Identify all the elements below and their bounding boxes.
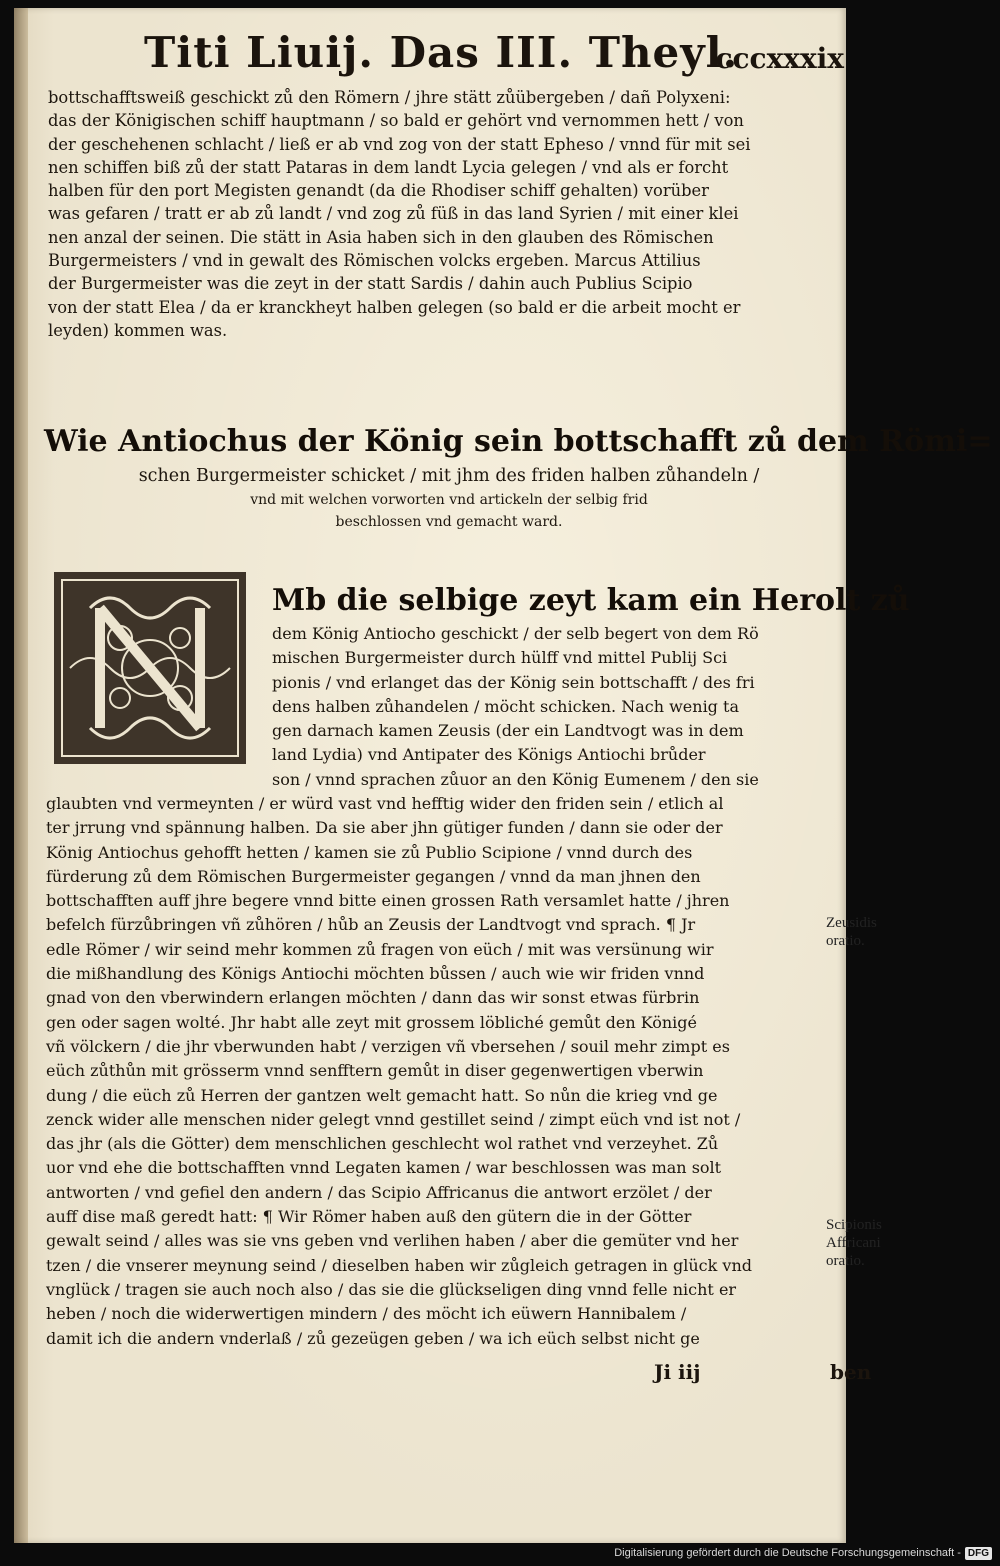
text-line: was gefaren / tratt er ab zů landt / vnd zog zů füß in das land Syrien / mit einer klei bbox=[48, 204, 739, 224]
margin-note-line: Zeusidis bbox=[826, 915, 877, 931]
text-line: zenck wider alle menschen nider gelegt vnnd gestillet seind / zimpt eüch vnd ist not / bbox=[46, 1109, 741, 1129]
heading-line-2: schen Burgermeister schicket / mit jhm des friden halben zůhandeln / bbox=[138, 466, 760, 486]
text-line: heben / noch die widerwertigen mindern / des möcht ich eüwern Hannibalem / bbox=[46, 1304, 687, 1324]
text-line: land Lydia) vnd Antipater des Königs Antiochi brůder bbox=[272, 745, 706, 765]
margin-note-line: Scipionis bbox=[826, 1217, 882, 1233]
running-header bbox=[144, 28, 844, 86]
text-line: gen darnach kamen Zeusis (der ein Landtvogt was in dem bbox=[272, 721, 744, 741]
text-line: leyden) kommen was. bbox=[48, 320, 228, 340]
text-line: damit ich die andern vnderlaß / zů gezeügen geben / wa ich eüch selbst nicht ge bbox=[46, 1328, 700, 1348]
margin-note-line: oratio. bbox=[826, 1253, 865, 1269]
heading-line-4: beschlossen vnd gemacht ward. bbox=[335, 514, 563, 530]
text-line: bottschafftsweiß geschickt zů den Römern / jhre stätt zůübergeben / dañ Polyxeni: bbox=[48, 88, 731, 107]
text-line: der Burgermeister was die zeyt in der statt Sardis / dahin auch Publius Scipio bbox=[48, 274, 693, 294]
text-line: dung / die eüch zů Herren der gantzen welt gemacht hatt. So nůn die krieg vnd ge bbox=[46, 1085, 718, 1105]
text-line: Burgermeisters / vnd in gewalt des Römischen volcks ergeben. Marcus Attilius bbox=[48, 251, 701, 271]
dfg-logo-icon: DFG bbox=[965, 1547, 992, 1560]
text-line: dem König Antiocho geschickt / der selb begert von dem Rö bbox=[272, 624, 759, 643]
text-line: tzen / die vnserer meynung seind / dieselben haben wir zůgleich getragen in glück vnd bbox=[46, 1255, 752, 1275]
catchword: ben bbox=[830, 1360, 872, 1384]
text-line: das jhr (als die Götter) dem menschlichen geschlecht wol rathet vnd verzeyhet. Zů bbox=[46, 1134, 719, 1154]
decorated-initial bbox=[50, 568, 250, 768]
text-line: nen anzal der seinen. Die stätt in Asia haben sich in den glauben des Römischen bbox=[48, 227, 714, 247]
text-line: vñ völckern / die jhr vberwunden habt / verzigen vñ vbersehen / souil mehr zimpt es bbox=[46, 1036, 730, 1056]
margin-note-line: Affricani bbox=[826, 1235, 881, 1251]
page-spine-shadow bbox=[14, 8, 28, 1543]
heading-line-1: Wie Antiochus der König sein bottschafft zů dem Römi= bbox=[44, 424, 993, 459]
margin-note-zeusis bbox=[826, 914, 877, 950]
text-line: befelch fürzůbringen vñ zůhören / hůb an Zeusis der Landtvogt vnd sprach. ¶ Jr bbox=[46, 915, 696, 935]
text-line: das der Königischen schiff hauptmann / so bald er gehört vnd vernommen hett / von bbox=[48, 111, 744, 131]
text-line: dens halben zůhandelen / möcht schicken. Nach wenig ta bbox=[272, 696, 739, 716]
text-line: von der statt Elea / da er kranckheyt halben gelegen (so bald er die arbeit mocht er bbox=[48, 297, 741, 317]
text-line: glaubten vnd vermeynten / er würd vast vnd hefftig wider den friden sein / etlich al bbox=[46, 794, 724, 813]
text-line: edle Römer / wir seind mehr kommen zů fragen von eüch / mit was versünung wir bbox=[46, 939, 714, 959]
text-line: bottschafften auff jhre begere vnnd bitte einen grossen Rath versamlet hatte / jhren bbox=[46, 891, 730, 911]
text-line: pionis / vnd erlanget das der König sein bottschafft / des fri bbox=[272, 672, 755, 692]
margin-note-scipio bbox=[826, 1216, 882, 1270]
paragraph-1 bbox=[48, 86, 848, 342]
text-line: König Antiochus gehofft hetten / kamen sie zů Publio Scipione / vnnd durch des bbox=[46, 842, 693, 862]
text-line: auff dise maß geredt hatt: ¶ Wir Römer haben auß den gütern die in der Götter bbox=[46, 1207, 692, 1227]
text-line: gnad von den vberwindern erlangen möchten / dann das wir sonst etwas fürbrin bbox=[46, 988, 700, 1008]
text-line: mischen Burgermeister durch hülff vnd mittel Publij Sci bbox=[272, 648, 728, 668]
signature-mark: Ji iij bbox=[654, 1360, 701, 1384]
text-line: uor vnd ehe die bottschafften vnnd Legaten kamen / war beschlossen was man solt bbox=[46, 1158, 722, 1178]
dfg-footer bbox=[614, 1544, 992, 1562]
text-line: ter jrrung vnd spännung halben. Da sie aber jhn gütiger funden / dann sie oder der bbox=[46, 818, 723, 838]
margin-note-line: oratio. bbox=[826, 933, 865, 949]
text-line: die mißhandlung des Königs Antiochi möchten bůssen / auch wie wir friden vnnd bbox=[46, 964, 705, 984]
text-line: halben für den port Megisten genandt (da die Rhodiser schiff gehalten) vorüber bbox=[48, 181, 709, 201]
text-line: eüch zůthůn mit grösserm vnnd senfftern gemůt in diser gegenwertigen vberwin bbox=[46, 1061, 704, 1081]
funding-notice: Digitalisierung gefördert durch die Deutsche Forschungsgemeinschaft - bbox=[614, 1547, 961, 1559]
paragraph-2-body bbox=[46, 792, 842, 1351]
paragraph-2-first-line: Mb die selbige zeyt kam ein Herolt zů bbox=[272, 583, 910, 618]
paragraph-2-indented bbox=[272, 622, 847, 792]
text-line: gen oder sagen wolté. Jhr habt alle zeyt mit grossem löbliché gemůt den Königé bbox=[46, 1012, 697, 1032]
text-line: gewalt seind / alles was sie vns geben vnd verlihen haben / aber die gemüter vnd her bbox=[46, 1231, 739, 1251]
page-footer-line bbox=[654, 1360, 872, 1390]
text-line: antworten / vnd gefiel den andern / das Scipio Affricanus die antwort erzölet / der bbox=[46, 1182, 712, 1202]
chapter-heading bbox=[44, 420, 993, 533]
heading-line-3: vnd mit welchen vorworten vnd artickeln der selbig frid bbox=[250, 492, 648, 508]
text-line: der geschehenen schlacht / ließ er ab vnd zog von der statt Epheso / vnnd für mit sei bbox=[48, 134, 751, 154]
text-line: nen schiffen biß zů der statt Pataras in dem landt Lycia gelegen / vnd als er forcht bbox=[48, 157, 729, 177]
folio-number: cccxxxix bbox=[715, 42, 844, 75]
text-line: fürderung zů dem Römischen Burgermeister gegangen / vnnd da man jhnen den bbox=[46, 866, 701, 886]
text-line: son / vnnd sprachen zůuor an den König Eumenem / den sie bbox=[272, 769, 759, 789]
text-line: vnglück / tragen sie auch noch also / das sie die glückseligen ding vnnd felle nicht er bbox=[46, 1279, 737, 1299]
running-title: Titi Liuij. Das III. Theyl. bbox=[144, 28, 739, 77]
